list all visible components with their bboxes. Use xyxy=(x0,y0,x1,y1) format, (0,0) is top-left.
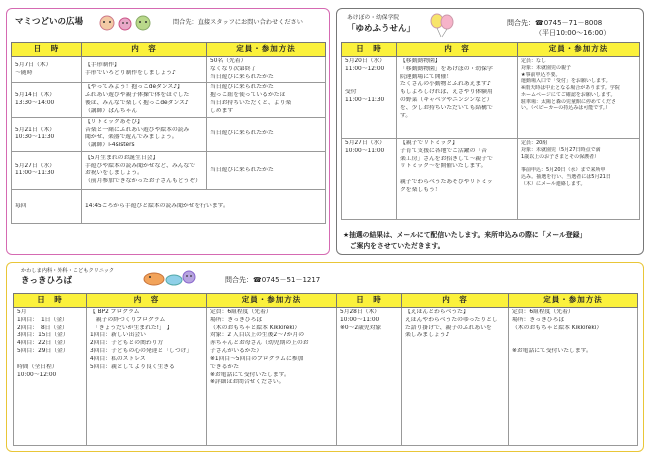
text-line: 当日遊びに来られたかた xyxy=(210,166,274,173)
text-line: 【リトミックあそび】 xyxy=(85,118,143,125)
text-line: 運動場入口で「受付」をお願いします。 xyxy=(521,78,611,85)
text-line: 場所：きっきひろば xyxy=(210,316,263,323)
text-line: ホームページにてご確認をお願いします。 xyxy=(521,91,616,98)
text-line: ※雨天時は中止となる場合があります。学院 xyxy=(521,85,620,91)
kikki-table xyxy=(13,293,638,446)
kikki-title: きっきひろば xyxy=(21,276,73,286)
text-line: 抱っこ紐を使っているかたは xyxy=(210,92,286,99)
text-line: 駐車場：太陽と森の児童館に停めてくださ xyxy=(521,98,617,105)
text-line: できるかた xyxy=(210,363,239,370)
text-line: 5回目：親としてより良く生きる xyxy=(90,363,175,370)
text-line: リトミック～を開催いたします。 xyxy=(400,163,487,170)
text-line: 定員：20組 xyxy=(521,140,548,146)
text-line: 当日遊びに来られたかた xyxy=(210,130,274,137)
row-method xyxy=(207,117,326,151)
text-line: 親子の絆づくりプログラム xyxy=(90,316,166,323)
text-line: 赤ちゃんとお母さん（幼児期の上のお xyxy=(210,340,309,347)
header-method-2: 定員・参加方法 xyxy=(509,294,638,308)
kikki-right-content xyxy=(402,308,509,446)
header-date-2: 日 時 xyxy=(337,294,402,308)
mamitsu-title: マミつどいの広場 xyxy=(15,17,84,27)
yume-notice-line1: ★抽選の結果は、メールにて配信いたします。来所申込みの際に「メール登録」 xyxy=(343,231,587,239)
header-content: 内 容 xyxy=(82,43,207,57)
row-date xyxy=(12,117,82,151)
text-line: 定員：なし xyxy=(521,58,547,64)
text-line xyxy=(345,74,393,82)
text-line: （講師）ぱんちゃん xyxy=(85,107,138,114)
text-line: 親子でわらべうたあそびやリトミッ xyxy=(400,179,493,186)
text-line: ※お電話にて受付いたします。 xyxy=(210,371,290,378)
row-date xyxy=(12,57,82,83)
row-content xyxy=(82,189,326,223)
text-line: た語り掛けで、親子のふれあいを xyxy=(405,324,492,331)
header-content-2: 内 容 xyxy=(402,294,509,308)
kikki-right-date xyxy=(337,308,402,446)
animal-illustration xyxy=(142,266,202,288)
header-method: 定員・参加方法 xyxy=(518,43,640,57)
row-content xyxy=(82,117,207,151)
text-line: 11:00～11:30 xyxy=(15,170,55,177)
row-content xyxy=(82,57,207,83)
text-line: 2回目：子どもとの関わり方 xyxy=(90,340,164,347)
text-line xyxy=(400,171,514,179)
table-row xyxy=(12,57,326,83)
text-line: 対象：未就園児（5月27日時点で満 xyxy=(521,146,601,153)
text-line: お祝いをしましょう。 xyxy=(85,170,143,177)
row-content xyxy=(82,151,207,189)
balloon-icon xyxy=(427,12,457,38)
text-line: 10:00～11:00 xyxy=(340,316,380,323)
text-line: 5月27日（水） xyxy=(15,162,56,169)
text-line: 場所：きっきひろば xyxy=(512,316,565,323)
row-method xyxy=(207,151,326,189)
text-line: 1回目：新しい出会い xyxy=(90,332,146,339)
text-line: 対象：2 人目以上の生後2～7か月の xyxy=(210,332,305,339)
text-line: 4回目：22日（金） xyxy=(17,340,69,347)
text-line: 当日遊びに来られたかた xyxy=(210,73,274,80)
kikki-left-method xyxy=(207,308,337,446)
row-method xyxy=(207,83,326,117)
table-row xyxy=(342,139,640,220)
yume-contact-phone: 問合先：☎0745－71－8008 xyxy=(507,19,603,27)
text-line: 5月28日（木） xyxy=(340,309,381,315)
kikki-panel xyxy=(6,262,644,452)
text-line: 子育て支援に各地でご活躍の「音 xyxy=(400,147,487,154)
text-line: しめます xyxy=(210,107,234,114)
kikki-left-content xyxy=(87,308,207,446)
text-line: 手形でいろどり制作をしましょう♪ xyxy=(85,69,176,76)
text-line: 【えほんとわらべうた】 xyxy=(405,309,469,315)
text-line: 10:00～11:00 xyxy=(345,147,385,154)
text-line: 5月 xyxy=(17,309,27,315)
text-line: 院運動場にて開催！ xyxy=(400,73,453,80)
row-date xyxy=(12,189,82,223)
text-line xyxy=(345,81,393,89)
text-line: 【やってみよう！抱っこdeダンス♪】 xyxy=(85,84,183,91)
text-line: 定員：6組程度（先着） xyxy=(210,309,272,315)
text-line: 手遊びや絵本の読み聞かせなど、みんなで xyxy=(85,162,196,169)
text-line xyxy=(512,340,634,348)
text-line: もしよろしければ、えさやり体験用 xyxy=(400,89,493,96)
text-line: 4回目：私のストレス xyxy=(90,355,146,362)
text-line: 5月20日（水） xyxy=(345,58,386,64)
text-line: 【親子でリトミック】 xyxy=(400,140,458,146)
text-line: い。（ベビーカーの持込みは可能です。） xyxy=(521,105,611,112)
text-line: す。 xyxy=(400,112,412,119)
row-content xyxy=(82,83,207,117)
yume-panel xyxy=(336,8,644,255)
text-line: ～随時 xyxy=(15,69,33,76)
text-line: 5回目：29日（金） xyxy=(17,348,69,355)
text-line: 当日お持ちいただくと、より楽 xyxy=(210,100,292,107)
text-line: 当日遊びに来られたかた xyxy=(210,84,274,91)
text-line: 10:30～11:30 xyxy=(15,134,55,141)
text-line: 5月7日（木） xyxy=(15,61,52,68)
header-content: 内 容 xyxy=(397,43,518,57)
row-content xyxy=(397,139,518,220)
text-line: ※0～2歳児対象 xyxy=(340,324,382,331)
text-line: 定員：6組程度（先着） xyxy=(512,309,574,315)
text-line: 子さんがいるかた） xyxy=(210,348,263,355)
text-line: 【移動動物園】 xyxy=(400,58,441,64)
text-line: 楽しみましょう♪ xyxy=(405,332,450,339)
text-line: （木）にメール連絡します。 xyxy=(521,180,586,187)
text-line: なくなり次第終了 xyxy=(210,65,257,72)
text-line: 後は、みんなで楽しく抱っこdeダンス♪ xyxy=(85,100,189,107)
text-line: 3回目：15日（金） xyxy=(17,332,69,339)
text-line: ※1回目～5回目のプログラムに参加 xyxy=(210,355,304,362)
text-line: 14:45ごろから手遊びと絵本の読み聞かせを行います。 xyxy=(85,202,229,209)
text-line: 毎回 xyxy=(15,202,27,209)
text-line: 11:00～11:30 xyxy=(345,97,385,104)
mascot-illustration xyxy=(97,12,159,32)
row-date xyxy=(12,151,82,189)
text-line: ふれあい遊びや親子体操で体をほぐした xyxy=(85,92,190,99)
row-method xyxy=(518,139,640,220)
text-line: 2回目： 8日（金） xyxy=(17,324,68,331)
text-line: （木のおもちゃと絵本 Kikkireki） xyxy=(210,324,301,331)
text-line: 10:00～12:00 xyxy=(17,371,57,378)
text-line: ※お電話にて受付いたします。 xyxy=(512,348,592,355)
table-row xyxy=(342,57,640,139)
text-line: ※詳細はお問合せください。 xyxy=(210,379,285,386)
text-line: 楽工房」さんをお招きして～親子で xyxy=(400,155,493,162)
header-method: 定員・参加方法 xyxy=(207,43,326,57)
yume-table xyxy=(341,42,640,220)
table-row xyxy=(12,151,326,189)
yume-contact-hours: （平日10:00～16:00） xyxy=(535,29,611,37)
kikki-left-date xyxy=(14,308,87,446)
text-line: （木のおもちゃと絵本 Kikkireki） xyxy=(512,324,603,331)
text-line: を、少しお持ちいただいても結構で xyxy=(400,104,493,111)
kikki-right-method xyxy=(509,308,638,446)
text-line: 【手形制作】 xyxy=(85,61,120,68)
text-line: 13:30～14:00 xyxy=(15,100,55,107)
table-row xyxy=(12,83,326,117)
text-line: 聞かせ、楽器で遊んでみましょう。 xyxy=(85,134,178,141)
header-method: 定員・参加方法 xyxy=(207,294,337,308)
mamitsu-contact: 問合先：直接スタッフにお問い合わせください xyxy=(173,19,303,26)
table-row xyxy=(12,117,326,151)
text-line xyxy=(512,332,634,340)
text-line: 事前申込：5月20日（水）まで来所申 xyxy=(521,167,606,173)
row-method xyxy=(518,57,640,139)
mamitsu-panel xyxy=(6,8,330,255)
kikki-contact: 問合先：☎0745－51－1217 xyxy=(225,276,321,284)
text-line: 5月14日（木） xyxy=(15,92,56,99)
header-date: 日 時 xyxy=(14,294,87,308)
text-line: 5月21日（木） xyxy=(15,126,56,133)
text-line: えほんやわらべうたのゆったりとし xyxy=(405,316,498,323)
row-method xyxy=(207,57,326,83)
table-row xyxy=(12,189,326,223)
yume-title: 「ゆめふうせん」 xyxy=(347,24,416,34)
yume-notice-line2: ご案内をさせていただきます。 xyxy=(343,242,445,250)
text-line: （講師）i-4sisters xyxy=(85,142,135,149)
kikki-clinic: かわしま内科・外科・こどもクリニック xyxy=(21,268,115,274)
text-line xyxy=(17,356,83,364)
text-line: 「移動動物園」をあけぼの・幼保学 xyxy=(400,65,493,72)
text-line: 11:00～12:00 xyxy=(345,65,385,72)
text-line: ★事前申込不要。 xyxy=(521,71,561,78)
yume-org: あけぼの・幼保学院 xyxy=(347,15,400,21)
text-line: クを楽しもう！ xyxy=(400,186,441,193)
text-line: 3回目：子どもの心の発達と「しつけ」 xyxy=(90,348,193,355)
row-date xyxy=(342,57,397,139)
text-line: 5月27日（水） xyxy=(345,140,386,146)
text-line: 対象：未就園児の親子 xyxy=(521,64,572,71)
text-line: 【 BP2 プログラム xyxy=(90,309,140,315)
text-line: 1回目： 1日（金） xyxy=(17,316,68,323)
text-line: 【5月生まれのお誕生日会】 xyxy=(85,154,159,161)
text-line: の野菜（キャベツやニンジンなど） xyxy=(400,97,493,104)
mamitsu-table xyxy=(11,42,326,224)
text-line: 込み。抽選を行い、当選者には5月21日 xyxy=(521,173,611,180)
text-line: 受付 xyxy=(345,89,357,96)
text-line xyxy=(521,160,636,167)
header-date: 日 時 xyxy=(342,43,397,57)
row-date xyxy=(342,139,397,220)
text-line: 1歳以上のお子さまとその保護者） xyxy=(521,153,600,160)
text-line: 「きょうだいが生まれた!」 】 xyxy=(90,324,173,331)
text-line: 音楽と一緒にふれあい遊びや絵本の読み xyxy=(85,126,190,133)
text-line: 時間（全日程） xyxy=(17,363,58,370)
header-date: 日 時 xyxy=(12,43,82,57)
header-content: 内 容 xyxy=(87,294,207,308)
text-line: たくさんの小動物とふれあえます♪ xyxy=(400,81,491,88)
row-date xyxy=(12,83,82,117)
row-content xyxy=(397,57,518,139)
text-line: 50名（先着） xyxy=(210,58,247,64)
text-line: （前月参加できなかったお子さんもどうぞ） xyxy=(85,178,201,185)
